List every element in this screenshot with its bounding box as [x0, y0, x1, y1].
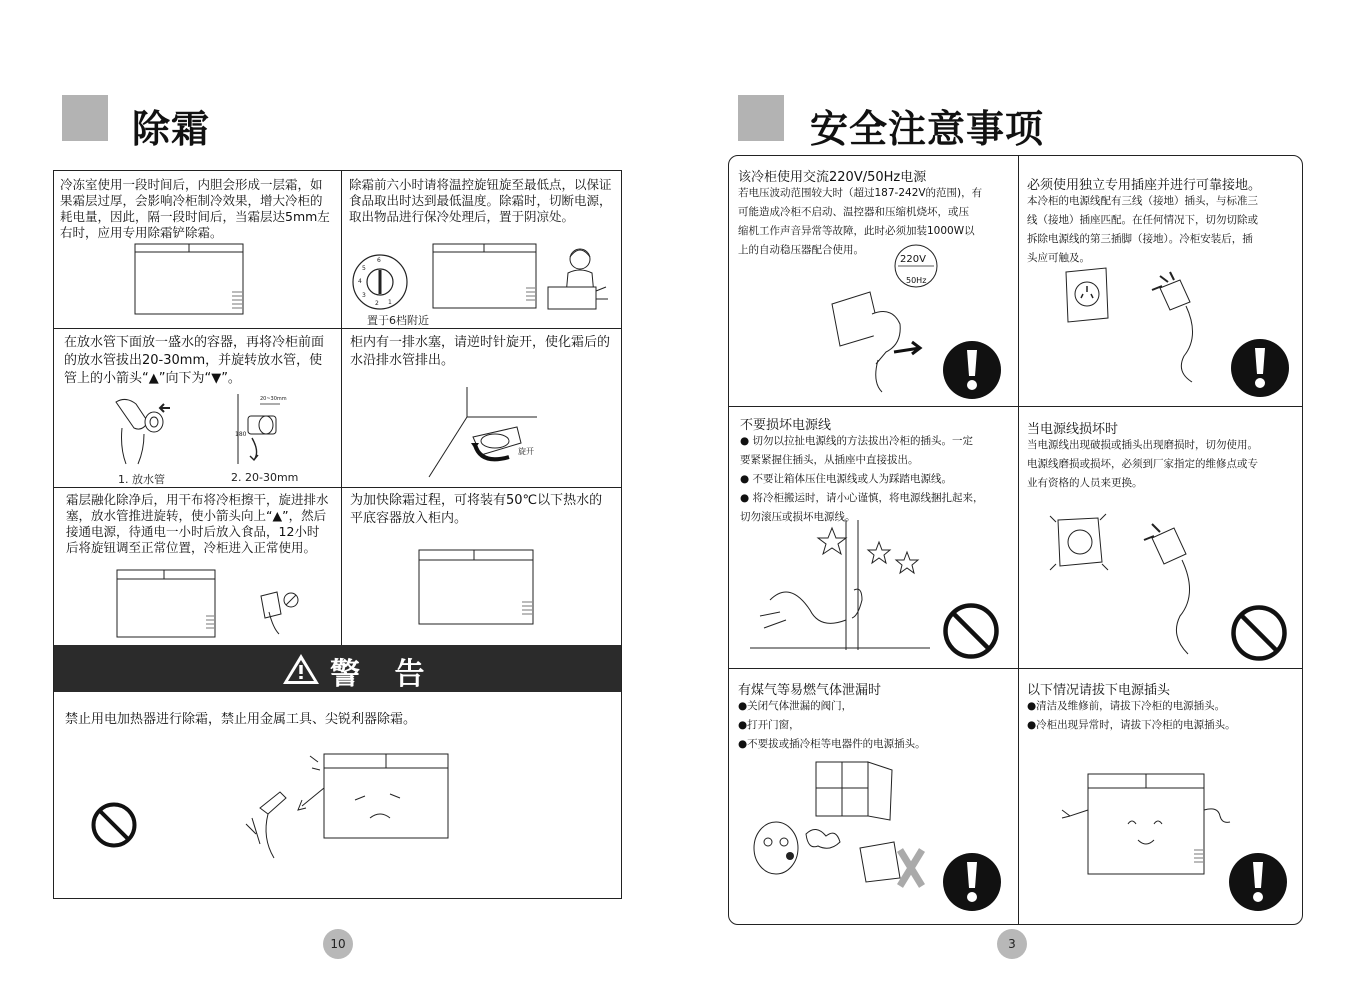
safety-section-5-line: ●打开门窗，: [738, 719, 800, 731]
safety-section-4-body: [1027, 436, 1297, 493]
svg-text:3: 3: [362, 292, 366, 299]
drain-pipe-pull-illustration: [108, 392, 178, 467]
page-number-right: 3: [997, 929, 1027, 959]
svg-text:4: 4: [358, 278, 362, 285]
safety-section-2-line: 本冷柜的电源线配有三线（接地）插头，与标准三: [1027, 195, 1258, 207]
safety-section-3-body: [740, 432, 1012, 527]
mandatory-action-icon-2: [1230, 338, 1290, 398]
warning-text: 禁止用电加热器进行除霜，禁止用金属工具、尖锐利器除霜。: [65, 712, 417, 727]
mandatory-action-icon-4: [1228, 852, 1288, 912]
svg-text:180: 180: [235, 431, 247, 438]
mandatory-action-icon-1: [942, 340, 1002, 400]
chest-freezer-illustration-3: [114, 566, 218, 642]
chest-freezer-illustration-4: [416, 546, 536, 628]
safety-section-1-line: 可能造成冷柜不启动、温控器和压缩机烧坏，或压: [738, 206, 969, 218]
prohibited-icon: [90, 801, 138, 849]
safety-section-3-line: ● 切勿以拉扯电源线的方法拔出冷柜的插头。一定: [740, 435, 973, 447]
sad-freezer-with-tools-illustration: [240, 748, 455, 870]
svg-text:5: 5: [362, 265, 366, 272]
safety-section-6-line: ●清洁及维修前，请拔下冷柜的电源插头。: [1027, 700, 1226, 712]
person-with-box-illustration: [542, 243, 614, 315]
prohibited-icon-cord: [942, 602, 1000, 660]
safety-section-1-body: [738, 184, 1013, 260]
safety-section-5-body: [738, 697, 1010, 754]
svg-text:20~30mm: 20~30mm: [260, 396, 287, 402]
warning-triangle-icon: [281, 652, 321, 686]
defrost-step-3-text: 在放水管下面放一盛水的容器，再将冷柜前面的放水管拔出20-30mm，并旋转放水管，使管上的小箭头“▲”向下为“▼”。: [64, 335, 325, 386]
voltage-badge: [890, 244, 950, 294]
plug-in-hand-illustration: [255, 588, 305, 638]
defrost-step-6-text: 为加快除霜过程，可将装有50℃以下热水的平底容器放入柜内。: [350, 493, 603, 526]
safety-section-2-title: 必须使用独立专用插座并进行可靠接地。: [1027, 178, 1262, 193]
svg-text:6: 6: [377, 257, 381, 264]
heading-marker-right: [738, 95, 784, 141]
safety-section-5-line: ●不要拔或插冷柜等电器件的电源插头。: [738, 738, 926, 750]
svg-text:2: 2: [375, 300, 379, 307]
happy-freezer-illustration: [1058, 770, 1238, 880]
page-title-safety: 安全注意事项: [810, 107, 1045, 151]
damaged-socket-icon: [1048, 512, 1112, 574]
plug-into-socket-illustration: [828, 290, 928, 394]
defrost-step-4-text: 柜内有一排水塞，请逆时针旋开，使化霜后的水沿排水管排出。: [350, 335, 611, 368]
drain-pipe-extend-illustration: [230, 392, 300, 467]
page-number-left: 10: [323, 929, 353, 959]
safety-divider-row-2: [729, 668, 1302, 669]
safety-section-4-title: 当电源线损坏时: [1027, 422, 1119, 437]
heading-marker-left: [62, 95, 108, 141]
three-pin-socket-icon: [1062, 266, 1112, 324]
safety-section-6-body: [1027, 697, 1297, 735]
chest-freezer-illustration-2: [430, 240, 540, 312]
grid-divider-vertical: [341, 171, 342, 645]
unscrew-label: 旋开: [518, 447, 534, 456]
grid-divider-row-1: [54, 328, 621, 329]
safety-section-1-line: 若电压波动范围较大时（超过187-242V的范围)，有: [738, 187, 983, 199]
defrost-step-1-text: 冷冻室使用一段时间后，内胆会形成一层霜，如果霜层过厚，会影响冷柜制冷效果，增大冷柜的耗电量，因此，隔一段时间后，当霜层达5mm左右时，应用专用除霜铲除霜。: [60, 177, 330, 240]
safety-section-3-line: ● 不要让箱体压住电源线或人为踩踏电源线。: [740, 473, 952, 485]
safety-section-4-line: 电源线磨损或损坏，必须到厂家指定的维修点或专: [1027, 458, 1258, 470]
safety-section-4-line: 当电源线出现破损或插头出现磨损时，切勿使用。: [1027, 439, 1258, 451]
thermostat-dial-icon: [350, 252, 420, 314]
grid-divider-row-2: [54, 487, 621, 488]
chest-freezer-illustration-1: [132, 240, 247, 316]
defrost-step-2-text: 除霜前六小时请将温控旋钮旋至最低点，以保证食品取出时达到最低温度。除霜时，切断电源，取出物品进行保冷处理后，置于阴凉处。: [349, 177, 612, 224]
safety-section-1-line: 缩机工作声音异常等故障，此时必须加装1000W以: [738, 225, 975, 237]
damaged-plug-icon: [1140, 520, 1210, 656]
safety-section-4-line: 业有资格的人员来更换。: [1027, 477, 1143, 489]
pulling-cord-illustration: [750, 520, 940, 655]
dial-setting-caption: 置于6档附近: [367, 314, 429, 327]
safety-section-2-body: [1027, 192, 1297, 268]
safety-section-2-line: 拆除电源线的第三插脚（接地）。冷柜安装后，插: [1027, 233, 1253, 245]
gas-leak-illustration: [740, 758, 930, 908]
safety-section-5-title: 有煤气等易燃气体泄漏时: [738, 683, 882, 698]
safety-section-3-title: 不要损坏电源线: [740, 418, 832, 433]
prohibited-icon-damaged-cord: [1230, 604, 1288, 662]
safety-section-2-line: 线（接地）插座匹配。在任何情况下，切勿切除或: [1027, 214, 1258, 226]
safety-section-5-line: ●关闭气体泄漏的阀门，: [738, 700, 853, 712]
drain-pipe-caption-2: 2. 20-30mm: [231, 471, 299, 484]
safety-section-6-title: 以下情况请拔下电源插头: [1027, 683, 1171, 698]
page-title-defrost: 除霜: [132, 107, 211, 151]
safety-divider-vertical: [1018, 156, 1019, 924]
mandatory-action-icon-3: [942, 852, 1002, 912]
safety-section-3-line: ● 将冷柜搬运时，请小心谨慎，将电源线捆扎起来，: [740, 492, 984, 504]
defrost-step-5-text: 霜层融化除净后，用干布将冷柜擦干，旋进排水塞，放水管推进旋转，使小箭头向上“▲”，然后接通电源，待通电一小时后放入食品，12小时后将旋钮调至正常位置，冷柜进入正常使用。: [66, 492, 329, 555]
svg-text:1: 1: [388, 299, 392, 306]
safety-section-1-line: 上的自动稳压器配合使用。: [738, 244, 864, 256]
safety-section-3-line: 要紧紧握住插头，从插座中直接拔出。: [740, 454, 919, 466]
safety-section-3-line: 切勿滚压或损坏电源线。: [740, 511, 856, 523]
frequency-label: 50Hz: [906, 276, 927, 285]
three-pin-plug-icon: [1148, 272, 1218, 384]
safety-section-2-line: 头应可触及。: [1027, 252, 1090, 264]
drain-plug-corner-illustration: [425, 385, 550, 480]
drain-pipe-caption-1: 1. 放水管: [118, 473, 165, 486]
safety-section-1-title: 该冷柜使用交流220V/50Hz电源: [738, 170, 927, 185]
warning-title: 警 告: [330, 657, 437, 692]
safety-divider-row-1: [729, 406, 1302, 407]
safety-section-6-line: ●冷柜出现异常时，请拔下冷柜的电源插头。: [1027, 719, 1236, 731]
voltage-label: 220V: [900, 254, 926, 265]
